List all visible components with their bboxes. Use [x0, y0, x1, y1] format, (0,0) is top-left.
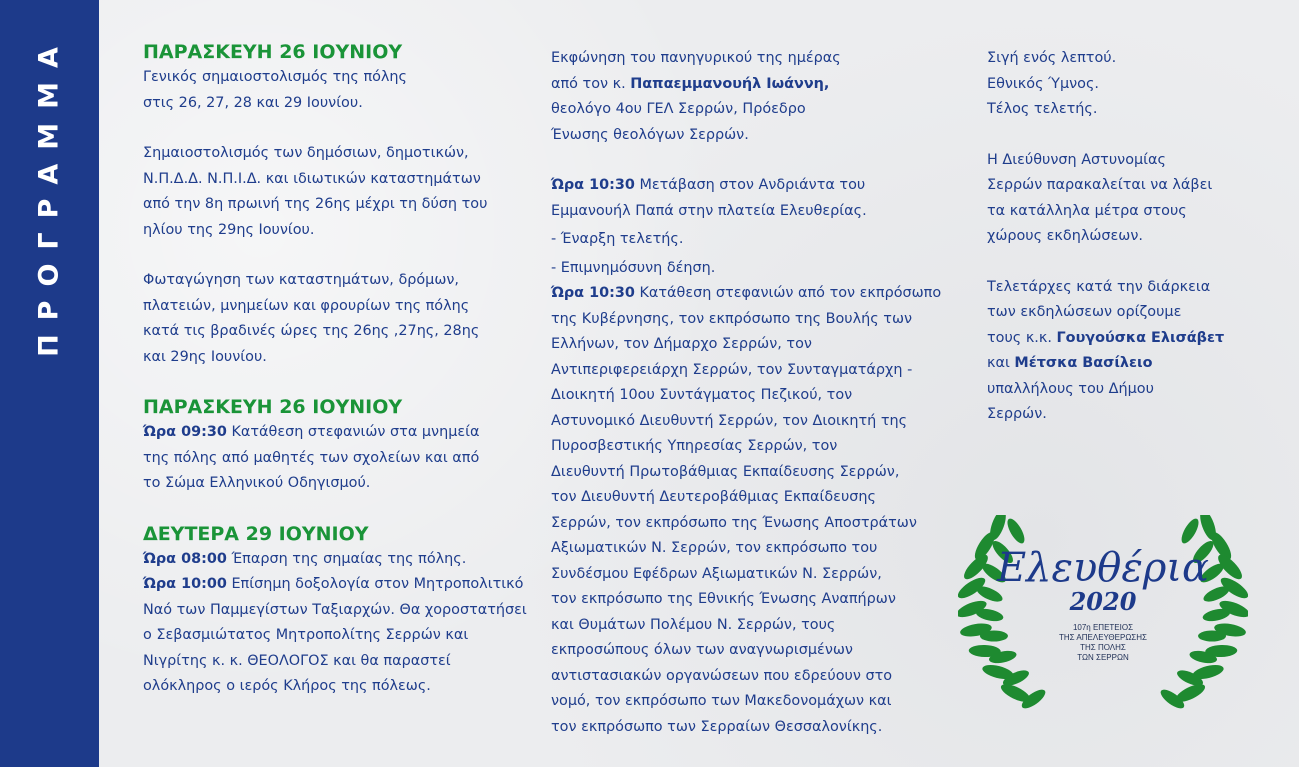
- text-line: κατά τις βραδινές ώρες της 26ης ,27ης, 28ης: [143, 323, 480, 339]
- text-line: Πυροσβεστικής Υπηρεσίας Σερρών, τον: [551, 438, 838, 454]
- sidebar: [0, 0, 99, 767]
- ceremony-master-name: Γουγούσκα Ελισάβετ: [1056, 329, 1225, 346]
- text-line: Ν.Π.Δ.Δ. Ν.Π.Ι.Δ. και ιδιωτικών καταστημάτων: [143, 170, 481, 187]
- sidebar-title: ΠΡΟΓΡΑΜΜΑ: [33, 33, 65, 357]
- column-3: [987, 46, 1277, 428]
- text-line: πλατειών, μνημείων και φρουρίων της πόλης: [143, 297, 470, 314]
- text-span: τους κ.κ.: [987, 329, 1057, 346]
- text-span: Μετάβαση στον Ανδριάντα του: [634, 177, 866, 193]
- time-label: Ώρα 09:30: [143, 424, 227, 440]
- time-label: Ώρα 10:30: [551, 285, 635, 301]
- text-line: ολόκληρος ο ιερός Κλήρος της πόλεως.: [143, 678, 431, 694]
- text-line: στις 26, 27, 28 και 29 Ιουνίου.: [143, 94, 363, 111]
- text-line: και 29ης Ιουνίου.: [143, 348, 267, 365]
- emblem-subtitle: ΤΗΣ ΠΟΛΗΣ: [1080, 643, 1126, 652]
- text-line: Ναό των Παμμεγίστων Ταξιαρχών. Θα χοροστατήσει: [143, 601, 527, 618]
- laurel-leaf: [1178, 516, 1202, 546]
- text-line: Τελετάρχες κατά την διάρκεια: [987, 278, 1211, 295]
- text-line: Φωταγώγηση των καταστημάτων, δρόμων,: [143, 272, 460, 288]
- text-line: το Σώμα Ελληνικού Οδηγισμού.: [143, 475, 371, 491]
- text-line: τα κατάλληλα μέτρα στους: [987, 202, 1187, 219]
- emblem-subtitle: 107η ΕΠΕΤΕΙΟΣ: [1072, 623, 1134, 632]
- column-2: [551, 46, 961, 740]
- text-line: από την 8η πρωινή της 26ης μέχρι τη δύση του: [143, 196, 488, 212]
- text-line: Συνδέσμου Εφέδρων Αξιωματικών Ν. Σερρών,: [551, 565, 882, 582]
- ceremony-master-name: Μέτσκα Βασίλειο: [1014, 355, 1153, 371]
- text-line: Η Διεύθυνση Αστυνομίας: [987, 151, 1166, 168]
- text-line: Σημαιοστολισμός των δημόσιων, δημοτικών,: [143, 145, 469, 161]
- text-span: από τον κ.: [551, 75, 631, 92]
- text-line: ηλίου της 29ης Ιουνίου.: [143, 221, 315, 238]
- text-line: Αξιωματικών Ν. Σερρών, τον εκπρόσωπο του: [551, 540, 878, 556]
- time-label: Ώρα 08:00: [143, 550, 227, 567]
- text-line: Εκφώνηση του πανηγυρικού της ημέρας: [551, 50, 841, 66]
- text-line: νομό, τον εκπρόσωπο των Μακεδονομάχων και: [551, 693, 892, 709]
- text-line: Ελλήνων, τον Δήμαρχο Σερρών, τον: [551, 336, 812, 352]
- text-line: Αστυνομικό Διευθυντή Σερρών, τον Διοικητή της: [551, 412, 908, 429]
- emblem-word: Ελευθέρια: [996, 545, 1210, 591]
- text-line: - Επιμνημόσυνη δέηση.: [551, 259, 716, 276]
- text-line: [987, 351, 1277, 377]
- text-line: Αντιπεριφερειάρχη Σερρών, τον Συνταγματάρχη -: [551, 361, 913, 378]
- text-line: τον Διευθυντή Δευτεροβάθμιας Εκπαίδευσης: [551, 489, 876, 505]
- text-span: και: [987, 355, 1015, 371]
- text-line: εκπροσώπους όλων των αναγνωρισμένων: [551, 642, 853, 658]
- text-line: ο Σεβασμιώτατος Μητροπολίτης Σερρών και: [143, 627, 469, 643]
- text-line: της πόλης από μαθητές των σχολείων και από: [143, 449, 480, 466]
- text-line: χώρους εκδηλώσεων.: [987, 228, 1143, 244]
- text-line: και Θυμάτων Πολέμου Ν. Σερρών, τους: [551, 616, 836, 633]
- text-line: Εθνικός Ύμνος.: [987, 75, 1099, 92]
- speaker-name: Παπαεμμανουήλ Ιωάννη,: [630, 75, 830, 92]
- text-line: υπαλλήλους του Δήμου: [987, 380, 1154, 397]
- text-line: τον εκπρόσωπο των Σερραίων Θεσσαλονίκης.: [551, 718, 883, 735]
- text-line: Διευθυντή Πρωτοβάθμιας Εκπαίδευσης Σερρών,: [551, 463, 900, 480]
- text-line: θεολόγο 4ου ΓΕΛ Σερρών, Πρόεδρο: [551, 101, 806, 117]
- day-heading-3: ΔΕΥΤΕΡΑ 29 ΙΟΥΝΙΟΥ: [143, 522, 369, 545]
- text-line: [551, 281, 961, 307]
- text-line: τον εκπρόσωπο της Εθνικής Ένωσης Αναπήρων: [551, 591, 896, 607]
- text-line: Τέλος τελετής.: [987, 101, 1098, 117]
- eleftheria-emblem: [958, 515, 1248, 725]
- laurel-leaf: [1004, 516, 1028, 546]
- column-1: [143, 40, 527, 700]
- text-line: Ένωσης θεολόγων Σερρών.: [551, 126, 749, 143]
- text-line: [551, 173, 961, 199]
- text-line: αντιστασιακών οργανώσεων που εδρεύουν στο: [551, 667, 893, 684]
- text-line: Σιγή ενός λεπτού.: [987, 50, 1117, 66]
- text-line: Σερρών παρακαλείται να λάβει: [987, 177, 1213, 193]
- text-line: [143, 547, 523, 573]
- text-line: [143, 572, 523, 598]
- text-line: Γενικός σημαιοστολισμός της πόλης: [143, 69, 407, 85]
- text-span: Επίσημη δοξολογία στον Μητροπολιτικό: [226, 576, 524, 592]
- text-line: [143, 420, 523, 446]
- day-heading-1: ΠΑΡΑΣΚΕΥΗ 26 ΙΟΥΝΙΟΥ: [143, 41, 403, 63]
- text-line: Νιγρίτης κ. κ. ΘΕΟΛΟΓΟΣ και θα παραστεί: [143, 652, 451, 669]
- text-line: των εκδηλώσεων ορίζουμε: [987, 304, 1182, 320]
- text-line: Διοικητή 10ου Συντάγματος Πεζικού, τον: [551, 387, 853, 403]
- text-line: [987, 326, 1277, 352]
- text-span: Έπαρση της σημαίας της πόλης.: [226, 550, 467, 567]
- text-span: Κατάθεση στεφανιών από τον εκπρόσωπο: [634, 285, 942, 301]
- day-heading-2: ΠΑΡΑΣΚΕΥΗ 26 ΙΟΥΝΙΟΥ: [143, 396, 403, 418]
- emblem-year: 2020: [1069, 587, 1137, 616]
- time-label: Ώρα 10:30: [551, 177, 635, 193]
- text-line: Εμμανουήλ Παπά στην πλατεία Ελευθερίας.: [551, 202, 867, 219]
- emblem-subtitle: ΤΗΣ ΑΠΕΛΕΥΘΕΡΩΣΗΣ: [1059, 633, 1147, 642]
- text-line: - Έναρξη τελετής.: [551, 231, 684, 247]
- text-line: [551, 72, 961, 98]
- text-line: Σερρών, τον εκπρόσωπο της Ένωσης Αποστράτων: [551, 514, 917, 531]
- emblem-subtitle: ΤΩΝ ΣΕΡΡΩΝ: [1077, 653, 1129, 662]
- time-label: Ώρα 10:00: [143, 576, 227, 592]
- text-line: Σερρών.: [987, 406, 1047, 422]
- text-line: της Κυβέρνησης, τον εκπρόσωπο της Βουλής των: [551, 310, 913, 327]
- text-span: Κατάθεση στεφανιών στα μνημεία: [226, 424, 480, 440]
